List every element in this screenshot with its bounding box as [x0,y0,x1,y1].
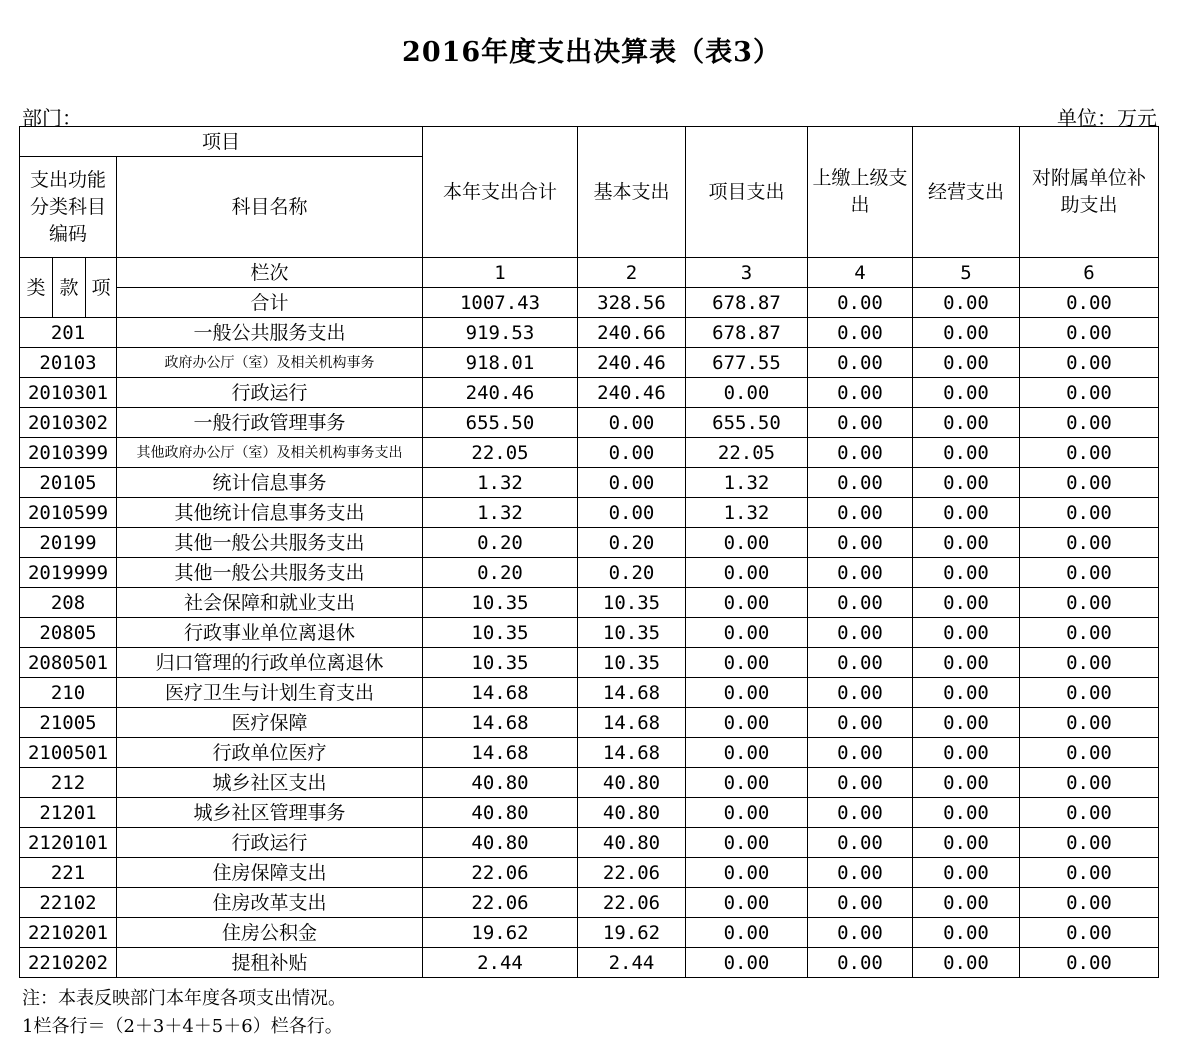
row-name: 其他一般公共服务支出 [117,558,423,588]
row-value: 0.00 [913,858,1020,888]
row-value: 10.35 [578,618,686,648]
row-value: 0.00 [686,798,808,828]
row-value: 655.50 [686,408,808,438]
row-name: 住房公积金 [117,918,423,948]
row-code: 2019999 [20,558,117,588]
footnote: 1栏各行＝（2＋3＋4＋5＋6）栏各行。 [22,1016,343,1037]
row-value: 0.00 [808,558,913,588]
row-code: 2210201 [20,918,117,948]
table-row [20,828,1159,858]
row-value: 22.05 [686,438,808,468]
row-value: 0.00 [1020,828,1159,858]
row-code: 20199 [20,528,117,558]
row-value: 0.00 [1020,618,1159,648]
row-code: 21201 [20,798,117,828]
row-value: 0.00 [913,738,1020,768]
table-row [20,378,1159,408]
row-value: 919.53 [423,318,578,348]
row-value: 0.00 [1020,708,1159,738]
row-value: 0.00 [913,408,1020,438]
row-value: 0.00 [1020,528,1159,558]
header-xiang: 项 [86,258,117,318]
table-row [20,558,1159,588]
row-value: 0.00 [1020,438,1159,468]
row-name: 归口管理的行政单位离退休 [117,648,423,678]
row-value: 0.00 [913,648,1020,678]
row-value: 677.55 [686,348,808,378]
row-value: 40.80 [578,798,686,828]
row-value: 40.80 [423,828,578,858]
row-value: 22.05 [423,438,578,468]
table-row [20,798,1159,828]
table-row [20,318,1159,348]
header-lei: 类 [20,258,53,318]
row-value: 0.00 [913,798,1020,828]
header-project-expense: 项目支出 [686,127,808,258]
row-value: 0.00 [808,318,913,348]
row-value: 0.00 [808,438,913,468]
row-value: 0.00 [686,648,808,678]
row-name: 行政单位医疗 [117,738,423,768]
row-value: 678.87 [686,318,808,348]
row-value: 0.20 [423,558,578,588]
sum-value: 0.00 [913,288,1020,318]
row-value: 0.00 [686,378,808,408]
row-value: 0.00 [1020,798,1159,828]
sum-label: 合计 [117,288,423,318]
table-row [20,618,1159,648]
row-value: 0.00 [808,768,913,798]
row-name: 一般行政管理事务 [117,408,423,438]
row-value: 1.32 [686,498,808,528]
table-row [20,648,1159,678]
row-value: 0.00 [1020,588,1159,618]
table-row [20,738,1159,768]
row-value: 0.00 [913,708,1020,738]
row-value: 10.35 [578,648,686,678]
row-name: 住房改革支出 [117,888,423,918]
table-row [20,498,1159,528]
row-value: 0.20 [578,558,686,588]
row-name: 统计信息事务 [117,468,423,498]
row-code: 2010302 [20,408,117,438]
row-value: 0.20 [423,528,578,558]
row-value: 0.00 [686,528,808,558]
row-value: 2.44 [423,948,578,978]
row-code: 20103 [20,348,117,378]
row-value: 0.00 [913,588,1020,618]
row-name: 住房保障支出 [117,858,423,888]
row-code: 2010399 [20,438,117,468]
row-value: 0.00 [1020,918,1159,948]
row-code: 2100501 [20,738,117,768]
row-value: 918.01 [423,348,578,378]
row-value: 1.32 [423,498,578,528]
table-row [20,468,1159,498]
row-code: 210 [20,678,117,708]
row-value: 0.00 [686,948,808,978]
table-row [20,588,1159,618]
row-value: 10.35 [578,588,686,618]
row-value: 0.00 [913,888,1020,918]
row-value: 240.46 [578,378,686,408]
row-value: 0.00 [578,498,686,528]
row-name: 其他一般公共服务支出 [117,528,423,558]
row-value: 14.68 [578,678,686,708]
row-name: 医疗卫生与计划生育支出 [117,678,423,708]
row-code: 22102 [20,888,117,918]
row-name: 城乡社区支出 [117,768,423,798]
row-value: 0.00 [913,528,1020,558]
header-upper: 上缴上级支出 [808,127,913,258]
row-value: 22.06 [423,888,578,918]
row-value: 0.00 [808,798,913,828]
row-code: 2120101 [20,828,117,858]
row-value: 240.46 [423,378,578,408]
row-value: 0.00 [1020,858,1159,888]
row-value: 0.00 [808,828,913,858]
column-no: 6 [1020,258,1159,288]
row-value: 0.00 [686,858,808,888]
row-code: 208 [20,588,117,618]
row-value: 0.00 [1020,408,1159,438]
row-value: 1.32 [423,468,578,498]
row-value: 0.00 [1020,648,1159,678]
row-value: 0.00 [686,738,808,768]
sum-value: 0.00 [808,288,913,318]
row-value: 0.00 [1020,318,1159,348]
table-row [20,348,1159,378]
row-code: 21005 [20,708,117,738]
column-no: 4 [808,258,913,288]
row-value: 0.00 [686,828,808,858]
sum-value: 1007.43 [423,288,578,318]
row-value: 0.00 [808,648,913,678]
row-name: 提租补贴 [117,948,423,978]
row-value: 0.00 [808,738,913,768]
row-value: 40.80 [423,768,578,798]
header-business: 经营支出 [913,127,1020,258]
row-value: 10.35 [423,618,578,648]
row-value: 0.00 [1020,768,1159,798]
row-value: 0.00 [913,678,1020,708]
row-name: 医疗保障 [117,708,423,738]
sum-value: 328.56 [578,288,686,318]
row-value: 0.00 [1020,888,1159,918]
row-value: 0.20 [578,528,686,558]
header-basic: 基本支出 [578,127,686,258]
row-value: 0.00 [913,498,1020,528]
table-row [20,438,1159,468]
sum-value: 678.87 [686,288,808,318]
table-row [20,408,1159,438]
row-value: 240.46 [578,348,686,378]
row-value: 0.00 [1020,738,1159,768]
row-value: 0.00 [1020,498,1159,528]
row-code: 2210202 [20,948,117,978]
row-name: 行政事业单位离退休 [117,618,423,648]
row-code: 2080501 [20,648,117,678]
row-value: 14.68 [423,738,578,768]
column-no: 5 [913,258,1020,288]
row-value: 0.00 [686,678,808,708]
row-value: 0.00 [578,408,686,438]
row-value: 0.00 [808,348,913,378]
row-code: 221 [20,858,117,888]
row-value: 0.00 [808,588,913,618]
table-row [20,768,1159,798]
row-code: 201 [20,318,117,348]
unit-label: 单位：万元 [1057,106,1157,130]
table-row [20,678,1159,708]
row-value: 0.00 [913,618,1020,648]
row-value: 0.00 [1020,348,1159,378]
row-code: 2010301 [20,378,117,408]
row-value: 0.00 [686,588,808,618]
row-value: 0.00 [808,528,913,558]
row-value: 0.00 [808,498,913,528]
row-value: 0.00 [808,468,913,498]
row-value: 0.00 [808,708,913,738]
row-value: 0.00 [808,948,913,978]
table-row [20,888,1159,918]
row-value: 0.00 [1020,378,1159,408]
row-value: 0.00 [686,918,808,948]
row-value: 40.80 [423,798,578,828]
row-name: 一般公共服务支出 [117,318,423,348]
row-value: 0.00 [686,618,808,648]
row-value: 0.00 [913,558,1020,588]
row-value: 40.80 [578,828,686,858]
table-row [20,858,1159,888]
column-no: 3 [686,258,808,288]
table-row [20,528,1159,558]
row-value: 0.00 [808,408,913,438]
row-value: 0.00 [686,768,808,798]
row-value: 14.68 [578,708,686,738]
expenditure-table [19,126,1159,978]
row-value: 0.00 [913,768,1020,798]
row-value: 0.00 [913,438,1020,468]
row-value: 22.06 [578,888,686,918]
row-code: 212 [20,768,117,798]
row-value: 0.00 [686,708,808,738]
row-value: 1.32 [686,468,808,498]
row-value: 655.50 [423,408,578,438]
row-value: 0.00 [686,888,808,918]
header-project: 项目 [20,127,423,157]
header-subsidiary: 对附属单位补助支出 [1020,127,1159,258]
header-code: 支出功能分类科目编码 [20,157,117,258]
row-code: 20805 [20,618,117,648]
header-kuan: 款 [53,258,86,318]
row-value: 240.66 [578,318,686,348]
row-value: 40.80 [578,768,686,798]
row-value: 0.00 [808,888,913,918]
row-value: 14.68 [423,678,578,708]
row-name: 行政运行 [117,828,423,858]
row-value: 0.00 [1020,468,1159,498]
row-value: 19.62 [578,918,686,948]
column-no: 1 [423,258,578,288]
row-name: 社会保障和就业支出 [117,588,423,618]
row-value: 2.44 [578,948,686,978]
row-value: 0.00 [808,618,913,648]
table-row [20,918,1159,948]
row-value: 0.00 [913,348,1020,378]
row-name: 城乡社区管理事务 [117,798,423,828]
row-value: 0.00 [913,318,1020,348]
row-value: 14.68 [578,738,686,768]
row-value: 0.00 [913,918,1020,948]
row-value: 0.00 [578,468,686,498]
row-code: 20105 [20,468,117,498]
row-value: 10.35 [423,648,578,678]
row-value: 22.06 [423,858,578,888]
header-total: 本年支出合计 [423,127,578,258]
page-title: 2016年度支出决算表（表3） [402,37,781,68]
footnote: 注：本表反映部门本年度各项支出情况。 [22,988,346,1009]
row-name: 其他政府办公厅（室）及相关机构事务支出 [117,438,423,468]
row-name: 行政运行 [117,378,423,408]
row-value: 0.00 [913,468,1020,498]
row-value: 14.68 [423,708,578,738]
row-value: 0.00 [1020,678,1159,708]
column-no: 2 [578,258,686,288]
header-name: 科目名称 [117,157,423,258]
row-value: 0.00 [808,678,913,708]
row-value: 0.00 [913,378,1020,408]
row-value: 0.00 [808,858,913,888]
row-value: 0.00 [578,438,686,468]
row-value: 22.06 [578,858,686,888]
row-value: 0.00 [1020,558,1159,588]
sum-value: 0.00 [1020,288,1159,318]
row-name: 政府办公厅（室）及相关机构事务 [117,348,423,378]
row-name: 其他统计信息事务支出 [117,498,423,528]
row-value: 0.00 [1020,948,1159,978]
row-value: 0.00 [913,828,1020,858]
table-row [20,708,1159,738]
row-value: 0.00 [686,558,808,588]
row-value: 0.00 [913,948,1020,978]
row-value: 19.62 [423,918,578,948]
department-label: 部门： [22,106,82,130]
row-value: 0.00 [808,918,913,948]
column-no-label: 栏次 [117,258,423,288]
row-code: 2010599 [20,498,117,528]
row-value: 10.35 [423,588,578,618]
table-row [20,948,1159,978]
row-value: 0.00 [808,378,913,408]
